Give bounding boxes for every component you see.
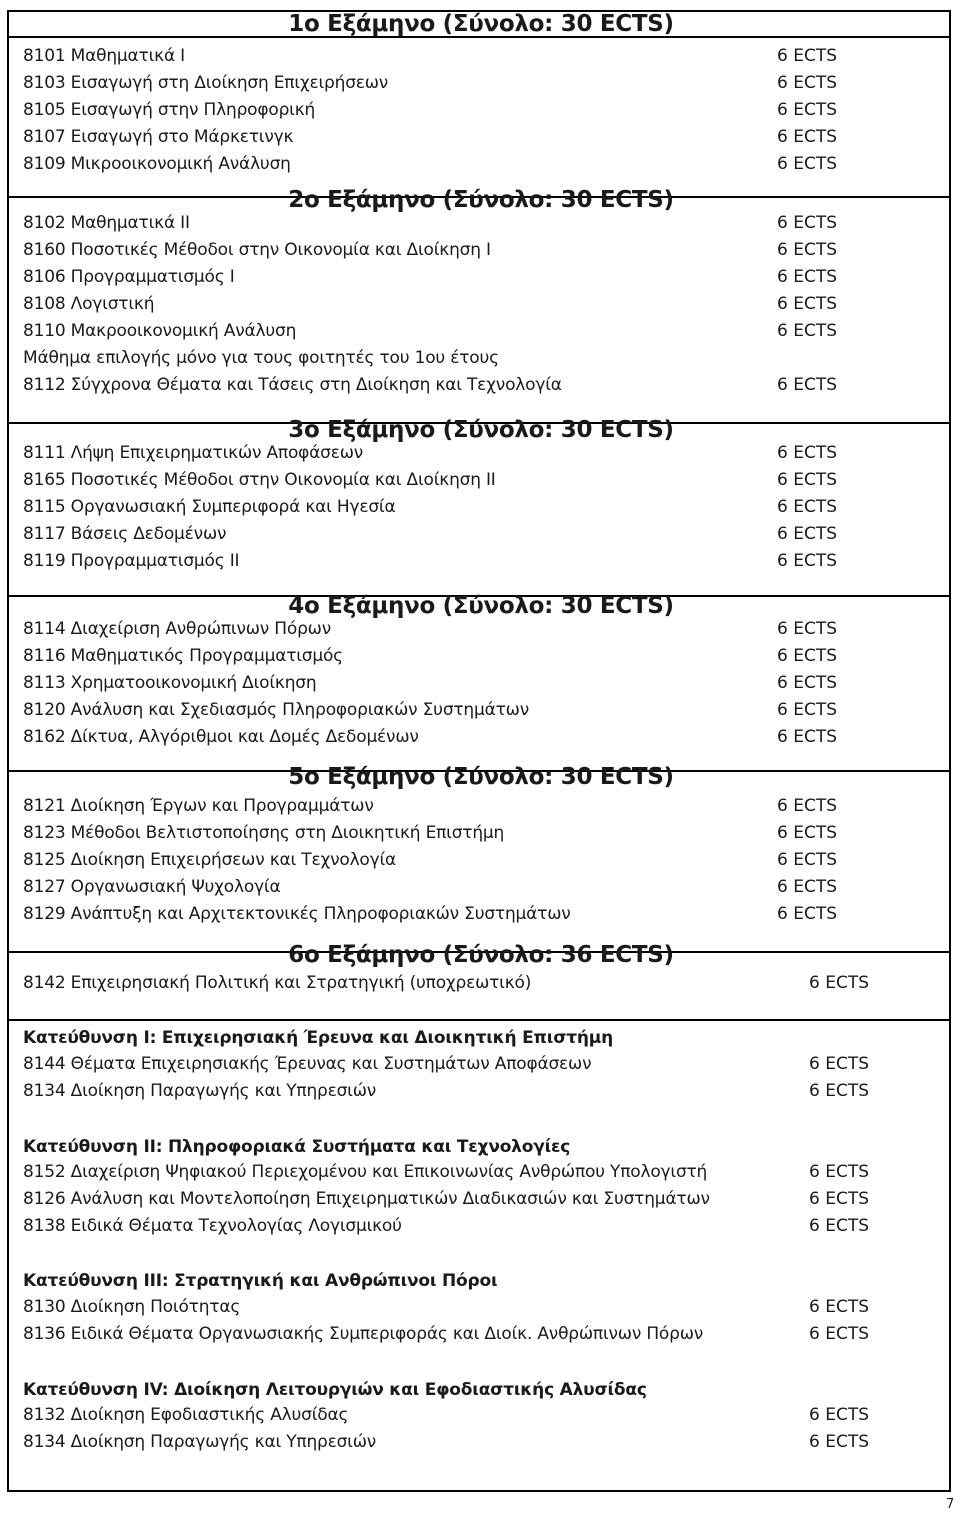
page-number: 7 [946,1497,955,1512]
course-name: 8106 Προγραμματισμός Ι [23,267,235,287]
course-ects: 6 ECTS [777,154,838,174]
course-ects: 6 ECTS [777,700,838,720]
course-name: 8126 Ανάλυση και Μοντελοποίηση Επιχειρηματικών Διαδικασιών και Συστημάτων [23,1189,710,1209]
course-ects: 6 ECTS [809,1162,870,1182]
track-title: Κατεύθυνση ΙΙΙ: Στρατηγική και Ανθρώπινοι Πόροι [23,1271,498,1291]
course-name: 8120 Ανάλυση και Σχεδιασμός Πληροφοριακών Συστημάτων [23,700,529,720]
course-ects: 6 ECTS [777,294,838,314]
course-name: 8112 Σύγχρονα Θέματα και Τάσεις στη Διοίκηση και Τεχνολογία [23,375,562,395]
semester-title: 3ο Εξάμηνο (Σύνολο: 30 ECTS) [288,417,674,443]
course-name: 8123 Μέθοδοι Βελτιστοποίησης στη Διοικητική Επιστήμη [23,823,505,843]
course-ects: 6 ECTS [777,267,838,287]
course-name: 8160 Ποσοτικές Μέθοδοι στην Οικονομία και Διοίκηση Ι [23,240,491,260]
course-name: 8116 Μαθηματικός Προγραμματισμός [23,646,343,666]
course-ects: 6 ECTS [809,1054,870,1074]
semester-title: 1ο Εξάμηνο (Σύνολο: 30 ECTS) [288,11,674,37]
course-ects: 6 ECTS [777,619,838,639]
course-name: 8115 Οργανωσιακή Συμπεριφορά και Ηγεσία [23,497,396,517]
course-name: 8113 Χρηματοοικονομική Διοίκηση [23,673,317,693]
course-ects: 6 ECTS [777,240,838,260]
course-ects: 6 ECTS [777,850,838,870]
course-name: 8165 Ποσοτικές Μέθοδοι στην Οικονομία και Διοίκηση ΙΙ [23,470,496,490]
course-name: 8129 Ανάπτυξη και Αρχιτεκτονικές Πληροφοριακών Συστημάτων [23,904,571,924]
course-name: 8105 Εισαγωγή στην Πληροφορική [23,100,316,120]
course-name: 8125 Διοίκηση Επιχειρήσεων και Τεχνολογία [23,850,397,870]
course-name: 8114 Διαχείριση Ανθρώπινων Πόρων [23,619,331,639]
course-name: 8152 Διαχείριση Ψηφιακού Περιεχομένου και Επικοινωνίας Ανθρώπου Υπολογιστή [23,1162,708,1182]
course-name: 8121 Διοίκηση Έργων και Προγραμμάτων [23,796,374,816]
course-ects: 6 ECTS [809,1189,870,1209]
course-name: 8132 Διοίκηση Εφοδιαστικής Αλυσίδας [23,1405,349,1425]
semester-title: 5ο Εξάμηνο (Σύνολο: 30 ECTS) [288,764,674,790]
course-ects: 6 ECTS [809,1324,870,1344]
course-name: 8109 Μικροοικονομική Ανάλυση [23,154,291,174]
curriculum-sheet [7,10,951,1492]
course-ects: 6 ECTS [777,497,838,517]
course-ects: 6 ECTS [777,727,838,747]
course-name: 8136 Ειδικά Θέματα Οργανωσιακής Συμπεριφοράς και Διοίκ. Ανθρώπινων Πόρων [23,1324,704,1344]
course-name: Μάθημα επιλογής μόνο για τους φοιτητές του 1ου έτους [23,348,499,368]
semester-title: 2ο Εξάμηνο (Σύνολο: 30 ECTS) [288,187,674,213]
course-ects: 6 ECTS [809,1405,870,1425]
course-ects: 6 ECTS [777,823,838,843]
course-name: 8119 Προγραμματισμός ΙΙ [23,551,240,571]
course-ects: 6 ECTS [777,375,838,395]
track-title: Κατεύθυνση ΙΙ: Πληροφοριακά Συστήματα και Τεχνολογίες [23,1137,571,1157]
course-ects: 6 ECTS [777,877,838,897]
semester-title: 4ο Εξάμηνο (Σύνολο: 30 ECTS) [288,593,674,619]
course-ects: 6 ECTS [777,100,838,120]
course-ects: 6 ECTS [809,1432,870,1452]
course-name: 8127 Οργανωσιακή Ψυχολογία [23,877,281,897]
course-name: 8138 Ειδικά Θέματα Τεχνολογίας Λογισμικού [23,1216,402,1236]
course-name: 8110 Μακροοικονομική Ανάλυση [23,321,297,341]
course-ects: 6 ECTS [777,904,838,924]
course-name: 8108 Λογιστική [23,294,155,314]
course-ects: 6 ECTS [777,470,838,490]
course-name: 8101 Μαθηματικά Ι [23,46,185,66]
course-name: 8117 Βάσεις Δεδομένων [23,524,227,544]
course-name: 8142 Επιχειρησιακή Πολιτική και Στρατηγική (υποχρεωτικό) [23,973,532,993]
course-name: 8130 Διοίκηση Ποιότητας [23,1297,241,1317]
course-ects: 6 ECTS [809,1216,870,1236]
course-ects: 6 ECTS [777,127,838,147]
course-ects: 6 ECTS [777,443,838,463]
course-ects: 6 ECTS [777,673,838,693]
divider-line [9,1019,949,1021]
course-ects: 6 ECTS [809,1081,870,1101]
course-ects: 6 ECTS [777,73,838,93]
track-title: Κατεύθυνση IV: Διοίκηση Λειτουργιών και Εφοδιαστικής Αλυσίδας [23,1380,647,1400]
course-name: 8162 Δίκτυα, Αλγόριθμοι και Δομές Δεδομένων [23,727,419,747]
course-ects: 6 ECTS [777,646,838,666]
course-ects: 6 ECTS [777,46,838,66]
course-ects: 6 ECTS [777,796,838,816]
course-name: 8111 Λήψη Επιχειρηματικών Αποφάσεων [23,443,364,463]
course-name: 8134 Διοίκηση Παραγωγής και Υπηρεσιών [23,1432,377,1452]
course-name: 8103 Εισαγωγή στη Διοίκηση Επιχειρήσεων [23,73,389,93]
course-ects: 6 ECTS [777,321,838,341]
course-ects: 6 ECTS [809,1297,870,1317]
semester-title: 6ο Εξάμηνο (Σύνολο: 36 ECTS) [288,942,674,968]
course-name: 8144 Θέματα Επιχειρησιακής Έρευνας και Συστημάτων Αποφάσεων [23,1054,592,1074]
track-title: Κατεύθυνση Ι: Επιχειρησιακή Έρευνα και Διοικητική Επιστήμη [23,1028,614,1048]
course-ects: 6 ECTS [777,551,838,571]
course-ects: 6 ECTS [777,524,838,544]
course-ects: 6 ECTS [777,213,838,233]
course-name: 8134 Διοίκηση Παραγωγής και Υπηρεσιών [23,1081,377,1101]
course-name: 8107 Εισαγωγή στο Μάρκετινγκ [23,127,294,147]
course-name: 8102 Μαθηματικά ΙΙ [23,213,190,233]
course-ects: 6 ECTS [809,973,870,993]
